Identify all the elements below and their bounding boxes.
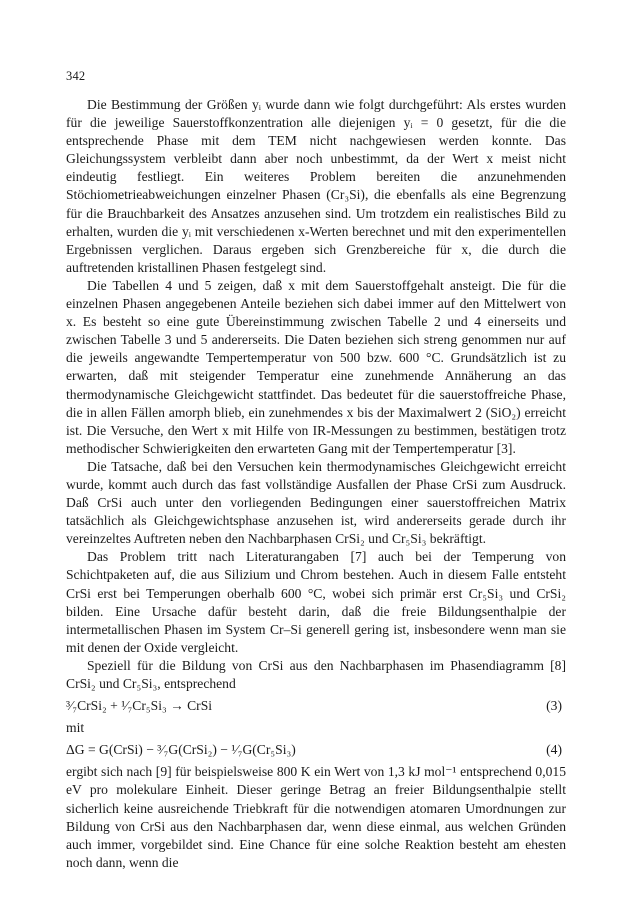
paragraph-4: Das Problem tritt nach Literaturangaben [7] auch bei der Temperung von Schichtpaketen auf, die aus Silizium und Chrom bestehen. Auch in diesem Falle entsteht CrSi erst bei Temperungen oberhalb 600 °C, wobei sich primär erst Cr₅Si₃ und CrSi₂ bilden. Eine Ursache dafür besteht darin, daß die freie Bildungsenthalpie der intermetallischen Phasen im System Cr–Si generell gering ist, insbesondere wenn man sie mit denen der Oxide vergleicht.	[66, 549, 566, 655]
connector-text: mit	[66, 720, 85, 736]
body-text	[66, 96, 566, 872]
equation-3	[66, 697, 566, 715]
paragraph-2: Die Tabellen 4 und 5 zeigen, daß x mit dem Sauerstoffgehalt ansteigt. Die für die einzelnen Phasen angegebenen Anteile beziehen sich dabei immer auf den Mittelwert von x. Es besteht so eine gute Übereinstimmung zwischen Tabelle 2 und 4 einerseits und zwischen Tabelle 3 und 5 andererseits. Die Daten beziehen sich streng genommen nur auf die jeweils angewandte Tempertemperatur von 500 bzw. 600 °C. Grundsätzlich ist zu erwarten, daß mit steigender Temperatur eine zunehmende Annäherung an das thermodynamische Gleichgewicht stattfindet. Das bedeutet für die sauerstoffreiche Phase, die in allen Fällen amorph blieb, ein zunehmendes x bis der Maximalwert 2 (SiO₂) erreicht ist. Die Versuche, den Wert x mit Hilfe von IR-Messungen zu bestimmen, bestätigen trotz methodischer Schwierigkeiten den erwarteten Gang mit der Tempertemperatur [3].	[66, 277, 566, 456]
equation-4	[66, 741, 566, 759]
final-paragraph: ergibt sich nach [9] für beispielsweise 800 K ein Wert von 1,3 kJ mol⁻¹ entsprechend 0,015 eV pro molekulare Einheit. Dieser geringe Betrag an freier Bildungsenthalpie stellt sicherlich keine ausreichende Triebkraft für die notwendigen atomaren Umordnungen zur Bildung von CrSi aus den Nachbarphasen dar, wenn diese einmal, aus welchen Gründen auch immer, vorgebildet sind. Eine Chance für eine solche Reaktion besteht am ehesten noch dann, wenn die	[66, 764, 566, 870]
equation-3-expression: ³⁄₇CrSi₂ + ¹⁄₇Cr₅Si₃ → CrSi	[66, 698, 213, 714]
paragraph-5: Speziell für die Bildung von CrSi aus den Nachbarphasen im Phasendiagramm [8] CrSi₂ und Cr₅Si₃, entsprechend	[66, 657, 566, 691]
paragraph-3: Die Tatsache, daß bei den Versuchen kein thermodynamisches Gleichgewicht erreicht wurde, kommt auch durch das fast vollständige Ausfallen der Phase CrSi zum Ausdruck. Daß CrSi auch unter den vorliegenden Bedingungen einer sauerstoffreichen Matrix tatsächlich als Gleichgewichtsphase anzusehen ist, wird andererseits gerade durch ihr vereinzeltes Auftreten neben den Nachbarphasen CrSi₂ und Cr₅Si₃ bekräftigt.	[66, 458, 566, 547]
equation-4-number: (4)	[546, 742, 562, 758]
equation-4-expression: ΔG = G(CrSi) − ³⁄₇G(CrSi₂) − ¹⁄₇G(Cr₅Si₃)	[66, 742, 296, 758]
page-number: 342	[66, 69, 86, 83]
paragraph-1: Die Bestimmung der Größen yᵢ wurde dann wie folgt durchgeführt: Als erstes wurden für die jeweilige Sauerstoffkonzentration alle diejenigen yᵢ = 0 gesetzt, für die die entsprechende Phase mit dem TEM nicht nachgewiesen werden konnte. Das Gleichungssystem verbleibt dann aber noch unbestimmt, da der Wert x meist nicht eindeutig festliegt. Ein weiteres Problem bereiten die anzunehmenden Stöchiometrieabweichungen einzelner Phasen (Cr₃Si), die ebenfalls als eine Begrenzung für die Brauchbarkeit des Ansatzes anzusehen sind. Um trotzdem ein realistisches Bild zu erhalten, wurden die yᵢ mit verschiedenen x-Werten berechnet und mit den experimentellen Ergebnissen verglichen. Daraus ergeben sich Grenzbereiche für x, die durch die auftretenden kristallinen Phasen festgelegt sind.	[66, 97, 566, 275]
equation-3-number: (3)	[546, 698, 562, 714]
